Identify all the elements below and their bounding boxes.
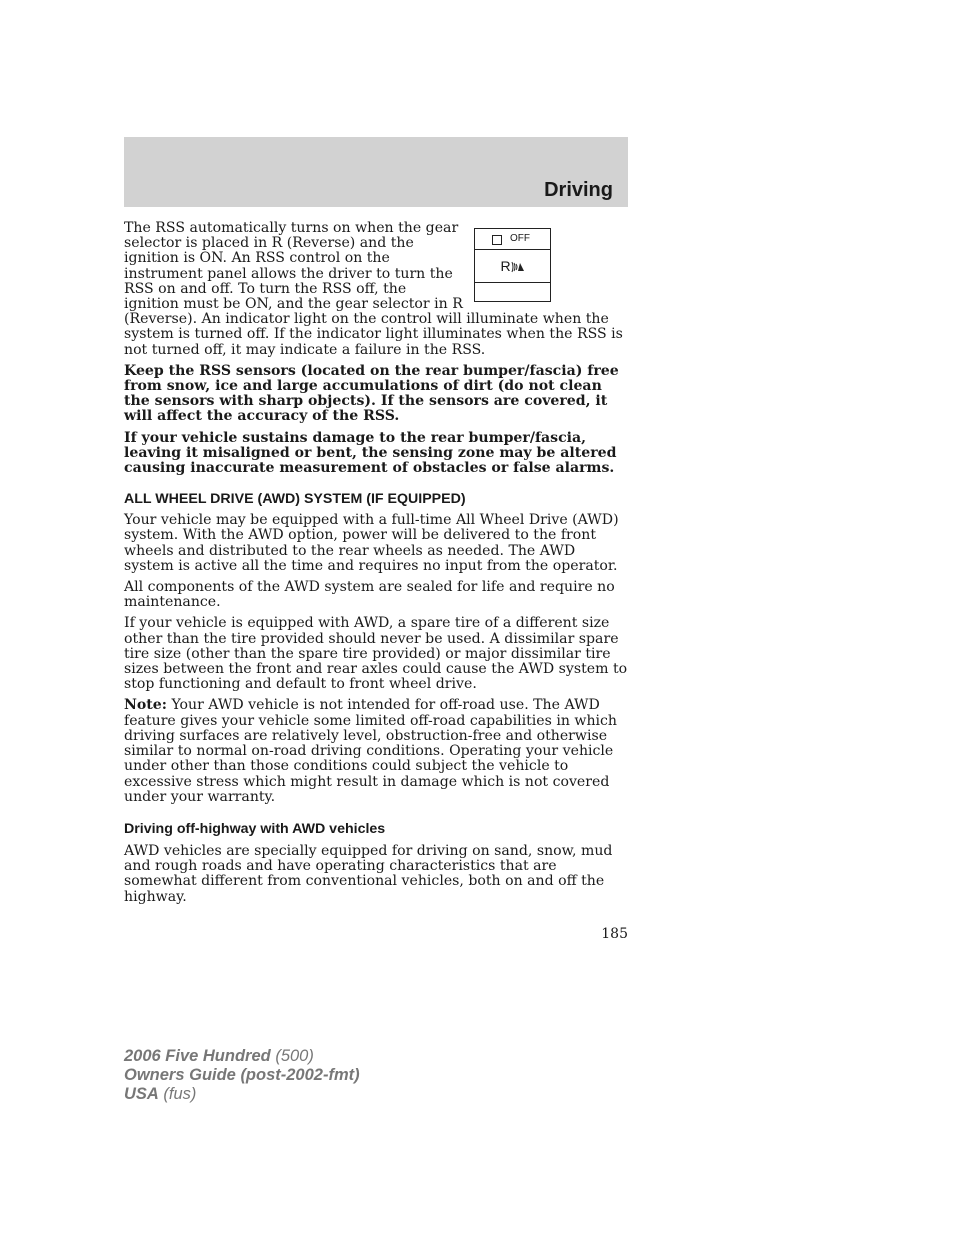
awd-paragraph: Your vehicle may be equipped with a full-time All Wheel Drive (AWD) system. With the AWD option, power will be delivered to the front wheels and distributed to the rear wheels as needed. The AWD system is active all the time and requires no input from the operator. — [124, 512, 619, 574]
section-header-band — [124, 137, 628, 207]
awd-paragraph: All components of the AWD system are sealed for life and require no maintenance. — [124, 579, 615, 611]
rss-intro — [124, 221, 628, 358]
footer-line-2 — [124, 1066, 360, 1085]
indicator-light-icon — [492, 235, 502, 245]
rss-symbol-row — [475, 250, 550, 283]
footer-market-code: (fus) — [158, 1085, 197, 1103]
footer-model: 2006 Five Hundred — [124, 1047, 271, 1065]
footer-line-1 — [124, 1047, 360, 1066]
rss-sensor-warning: Keep the RSS sensors (located on the rear bumper/fascia) free from snow, ice and large accumulations of dirt (do not clean the sensors with sharp objects). If the sensors are covered, it will affect the accuracy of the RSS. — [124, 362, 619, 425]
awd-paragraph: If your vehicle is equipped with AWD, a spare tire of a different size other than the tire provided should never be used. A dissimilar spare tire size (other than the spare tire provided) or major dissimilar tire sizes between the front and rear axles could cause the AWD system to stop functioning and default to front wheel drive. — [124, 615, 628, 693]
reverse-sensing-icon — [511, 260, 525, 274]
rss-intro-paragraph: The RSS automatically turns on when the gear selector is placed in R (Reverse) and the ignition is ON. An RSS control on the instrument panel allows the driver to turn the RSS on and off. To turn the RSS off, the ignition must be ON, and the gear selector in R (Reverse). An indicator light on the control will illuminate when the system is turned off. If the indicator light illuminates when the RSS is not turned off, it may indicate a failure in the RSS. — [124, 220, 623, 358]
footer-model-code: (500) — [270, 1047, 314, 1065]
footer-line-3 — [124, 1085, 360, 1104]
page-content — [124, 221, 628, 911]
section-title: Driving — [544, 179, 613, 201]
footer-guide: Owners Guide (post-2002-fmt) — [124, 1066, 360, 1084]
rss-damage-warning: If your vehicle sustains damage to the rear bumper/fascia, leaving it misaligned or bent, the sensing zone may be altered causing inaccurate measurement of obstacles or false alarms. — [124, 429, 617, 477]
rss-symbol-letter: R — [500, 258, 511, 274]
awd-note — [124, 698, 628, 804]
offhighway-paragraph: AWD vehicles are specially equipped for driving on sand, snow, mud and rough roads and have operating characteristics that are somewhat different from conventional vehicles, both on and off the highway. — [124, 842, 613, 905]
offhighway-heading: Driving off-highway with AWD vehicles — [124, 820, 386, 837]
awd-heading: ALL WHEEL DRIVE (AWD) SYSTEM (IF EQUIPPED) — [124, 491, 466, 508]
footer-market: USA — [124, 1085, 159, 1103]
document-footer — [124, 1047, 360, 1104]
page-number: 185 — [601, 926, 628, 942]
rss-off-indicator-row — [475, 229, 550, 250]
note-label: Note: — [124, 697, 167, 714]
rss-control-illustration — [474, 228, 551, 302]
note-text: Your AWD vehicle is not intended for off-road use. The AWD feature gives your vehicle some limited off-road capabilities in which driving surfaces are relatively level, obstruction-free and otherwise similar to normal on-road driving conditions. Operating your vehicle under other than those conditions could subject the vehicle to excessive stress which might result in damage which is not covered under your warranty. — [124, 697, 618, 805]
rss-off-label: OFF — [510, 233, 530, 244]
